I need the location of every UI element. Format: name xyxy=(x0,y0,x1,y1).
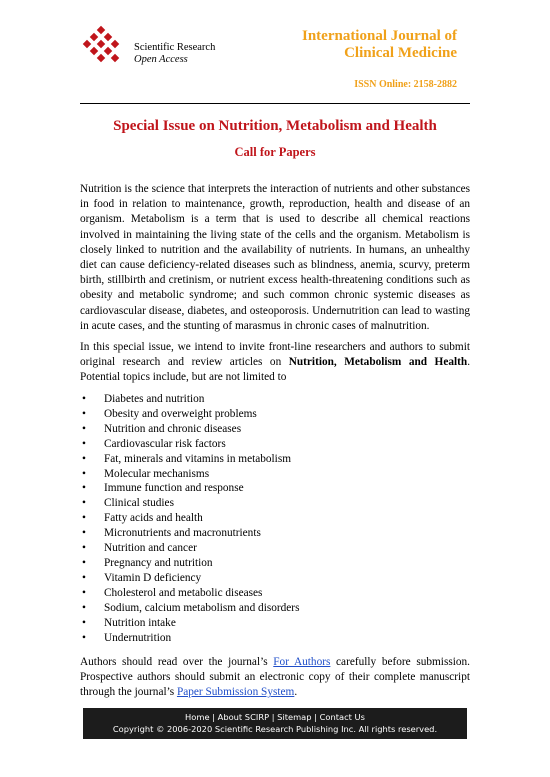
journal-title xyxy=(302,28,457,62)
topic-label: Undernutrition xyxy=(104,631,172,644)
bullet-icon: • xyxy=(82,467,86,480)
publisher-subtitle: Open Access xyxy=(134,54,188,65)
topic-label: Cardiovascular risk factors xyxy=(104,437,226,450)
invite-text-before: In this special issue, we intend to invite front-line researchers and authors to submit original research and review articles on xyxy=(80,341,470,369)
bullet-icon: • xyxy=(82,631,86,644)
topic-item xyxy=(82,526,299,541)
topic-item xyxy=(82,467,299,482)
footer-copyright: Copyright © 2006-2020 Scientific Research Publishing Inc. All rights reserved. xyxy=(112,724,438,734)
footer-nav xyxy=(83,712,467,723)
bullet-icon: • xyxy=(82,422,86,435)
authors-text-3: . xyxy=(294,686,298,699)
topic-label: Nutrition and cancer xyxy=(104,542,197,555)
footer-separator: | xyxy=(209,712,218,722)
journal-issn: ISSN Online: 2158-2882 xyxy=(354,79,457,90)
bullet-icon: • xyxy=(82,556,86,569)
topic-item xyxy=(82,481,299,496)
topic-label: Nutrition intake xyxy=(104,616,176,629)
topic-item xyxy=(82,616,299,631)
topic-item xyxy=(82,586,299,601)
topic-label: Pregnancy and nutrition xyxy=(104,556,213,569)
topic-item xyxy=(82,556,299,571)
invite-paragraph xyxy=(80,340,470,386)
topic-item xyxy=(82,437,299,452)
topic-label: Obesity and overweight problems xyxy=(104,407,257,420)
footer-home-link[interactable]: Home xyxy=(185,712,210,722)
bullet-icon: • xyxy=(82,527,86,540)
topic-label: Immune function and response xyxy=(104,482,244,495)
invite-text-after: . Potential topics include, but are not limited to xyxy=(80,356,471,384)
topic-item xyxy=(82,407,299,422)
topic-label: Fat, minerals and vitamins in metabolism xyxy=(104,452,291,465)
topic-label: Diabetes and nutrition xyxy=(104,393,205,405)
bullet-icon: • xyxy=(82,601,86,614)
topic-item xyxy=(82,496,299,511)
topic-label: Nutrition and chronic diseases xyxy=(104,422,242,435)
bullet-icon: • xyxy=(82,437,86,450)
topic-label: Clinical studies xyxy=(104,497,174,510)
footer-contact-link[interactable]: Contact Us xyxy=(319,712,365,722)
bullet-icon: • xyxy=(82,542,86,555)
topic-item xyxy=(82,571,299,586)
page-footer xyxy=(83,708,467,739)
topic-label: Vitamin D deficiency xyxy=(104,571,202,584)
footer-separator: | xyxy=(311,712,320,722)
bullet-icon: • xyxy=(82,452,86,465)
topic-item xyxy=(82,631,299,646)
bullet-icon: • xyxy=(82,407,86,420)
topic-item xyxy=(82,392,299,407)
scirp-logo-icon xyxy=(80,24,128,68)
journal-title-line2: Clinical Medicine xyxy=(344,45,457,61)
bullet-icon: • xyxy=(82,586,86,599)
for-authors-link[interactable]: For Authors xyxy=(273,656,331,668)
bullet-icon: • xyxy=(82,571,86,584)
header-divider xyxy=(80,103,470,104)
topic-label: Fatty acids and health xyxy=(104,512,203,525)
page-title: Special Issue on Nutrition, Metabolism and Health xyxy=(113,118,437,134)
bullet-icon: • xyxy=(82,482,86,495)
topic-item xyxy=(82,452,299,467)
bullet-icon: • xyxy=(82,393,86,405)
bullet-icon: • xyxy=(82,497,86,510)
publisher-name: Scientific Research xyxy=(134,42,216,53)
page-subtitle: Call for Papers xyxy=(234,145,316,159)
intro-paragraph: Nutrition is the science that interprets the interaction of nutrients and other substances in food in relation to maintenance, growth, reproduction, health and disease of an organism. Metabolism is a term that is used to describe all chemical reactions involved in maintaining the living state of the cells and the organism. Metabolism is closely linked to nutrition and the availability of nutrients. In humans, an unhealthy diet can cause deficiency-related diseases such as blindness, anemia, scurvy, preterm birth, stillbirth and cretinism, or nutrient excess health-threatening conditions such as obesity and metabolic syndrome; and such common chronic systemic diseases as cardiovascular disease, diabetes, and osteoporosis. Undernutrition can lead to wasting in acute cases, and the stunting of marasmus in chronic cases of malnutrition. xyxy=(80,183,470,332)
topic-item xyxy=(82,601,299,616)
topic-label: Molecular mechanisms xyxy=(104,467,210,480)
bullet-icon: • xyxy=(82,616,86,629)
authors-text-1: Authors should read over the journal’s xyxy=(80,656,274,668)
topic-label: Cholesterol and metabolic diseases xyxy=(104,586,263,599)
topic-item xyxy=(82,541,299,556)
paper-submission-system-link[interactable]: Paper Submission System xyxy=(176,686,295,699)
topic-item xyxy=(82,511,299,526)
authors-text-2: carefully before submission. Prospective authors should submit an electronic copy of their complete manuscript through the journal’s xyxy=(80,656,470,699)
bullet-icon: • xyxy=(82,512,86,525)
topics-list xyxy=(82,392,299,645)
journal-title-line1: International Journal of xyxy=(301,28,457,44)
invite-topic-bold: Nutrition, Metabolism and Health xyxy=(288,356,468,369)
authors-paragraph xyxy=(80,655,470,701)
footer-about-link[interactable]: About SCIRP xyxy=(217,712,270,722)
footer-sitemap-link[interactable]: Sitemap xyxy=(277,712,312,722)
footer-separator: | xyxy=(269,712,278,722)
topic-label: Sodium, calcium metabolism and disorders xyxy=(104,601,300,614)
topic-label: Micronutrients and macronutrients xyxy=(104,527,261,540)
topic-item xyxy=(82,422,299,437)
